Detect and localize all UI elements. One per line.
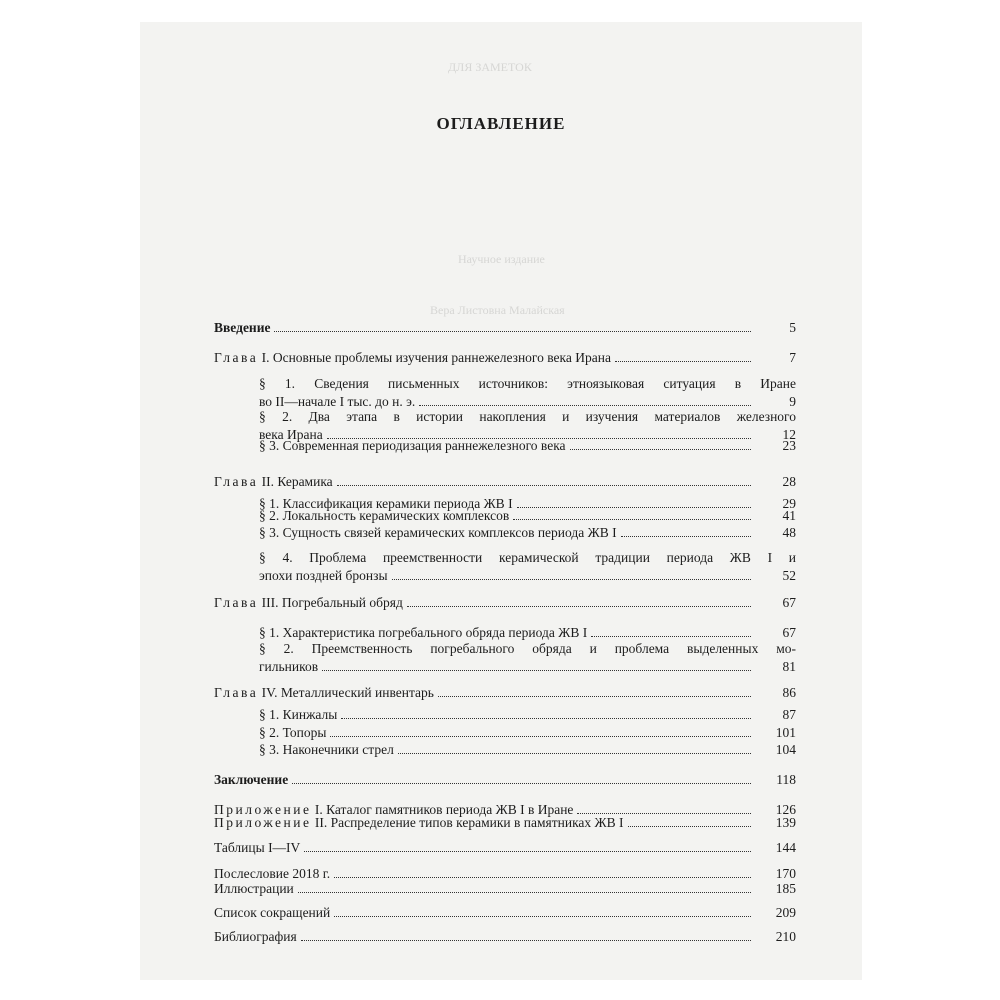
dot-leader <box>407 602 751 607</box>
page-number: 86 <box>782 685 796 700</box>
entry-label: Список сокращений <box>214 905 331 920</box>
toc-entry-chapter-4-section-3 <box>259 728 796 758</box>
dot-leader <box>292 779 751 784</box>
toc-entry-chapter-1 <box>214 336 796 366</box>
toc-entry-chapter-1-section-3 <box>259 424 796 454</box>
entry-label: Таблицы I—IV <box>214 840 301 855</box>
page-title: ОГЛАВЛЕНИЕ <box>436 114 566 133</box>
entry-prefix: Глава <box>214 474 259 489</box>
entry-label: § 3. Современная периодизация раннежелезного века <box>259 438 566 453</box>
entry-label-line-1: § 4. Проблема преемственности керамической традиции периода ЖВ I и <box>259 550 796 565</box>
dot-leader <box>615 357 751 362</box>
entry-label: § 2. Локальность керамических комплексов <box>259 508 510 523</box>
toc-entry-introduction <box>214 306 796 336</box>
entry-label: Послесловие 2018 г. <box>214 866 331 881</box>
dot-leader <box>570 445 751 450</box>
toc-entry-chapter-2-section-3 <box>259 511 796 541</box>
page-number: 5 <box>789 320 796 335</box>
dot-leader <box>392 575 751 580</box>
entry-label-line-2: во II—начале I тыс. до н. э. <box>259 394 416 409</box>
entry-label-line-1: § 2. Два этапа в истории накопления и изучения материалов железного <box>259 409 796 424</box>
entry-label: Заключение <box>214 772 289 787</box>
entry-label: III. Погребальный обряд <box>258 595 403 610</box>
bleed-through-text: ДЛЯ ЗАМЕТОК <box>448 60 532 74</box>
entry-label: I. Каталог памятников периода ЖВ I в Иране <box>311 802 574 817</box>
entry-label-line-1: § 2. Преемственность погребального обряда и проблема выделенных мо- <box>259 641 796 656</box>
page-number: 67 <box>782 625 796 640</box>
dot-leader <box>301 936 751 941</box>
entry-label: Библиография <box>214 929 297 944</box>
dot-leader <box>591 632 751 637</box>
page-number: 52 <box>782 568 796 583</box>
page-number: 28 <box>782 474 796 489</box>
entry-label-line-1: § 1. Сведения письменных источников: этноязыковая ситуация в Иране <box>259 376 796 391</box>
toc-entry-chapter-3 <box>214 581 796 611</box>
page-number: 67 <box>782 595 796 610</box>
page-number: 126 <box>775 802 796 817</box>
toc-entry-chapter-2-section-4 <box>259 550 796 584</box>
toc-entry-conclusion <box>214 758 796 788</box>
page-number: 144 <box>775 840 796 855</box>
entry-label: II. Распределение типов керамики в памятниках ЖВ I <box>311 815 624 830</box>
page-number: 170 <box>775 866 796 881</box>
page-number: 29 <box>782 496 796 511</box>
entry-prefix: Приложение <box>214 815 312 830</box>
toc-entry-bibliography <box>214 915 796 945</box>
entry-label: § 3. Сущность связей керамических комплексов периода ЖВ I <box>259 525 617 540</box>
bleed-through-text: Научное издание <box>458 252 545 266</box>
dot-leader <box>419 401 751 406</box>
page-number: 210 <box>775 929 796 944</box>
entry-label: IV. Металлический инвентарь <box>258 685 434 700</box>
entry-label-line-2: века Ирана <box>259 427 323 442</box>
entry-label-line-2: эпохи поздней бронзы <box>259 568 388 583</box>
page-number: 23 <box>782 438 796 453</box>
entry-label: § 1. Классификация керамики периода ЖВ I <box>259 496 513 511</box>
page-number: 41 <box>782 508 796 523</box>
entry-label: § 3. Наконечники стрел <box>259 742 394 757</box>
entry-label: I. Основные проблемы изучения раннежелезного века Ирана <box>258 350 611 365</box>
dot-leader <box>621 532 751 537</box>
page-number: 209 <box>775 905 796 920</box>
toc-entry-chapter-3-section-1 <box>259 611 796 641</box>
page-number: 81 <box>782 659 796 674</box>
page-number: 7 <box>789 350 796 365</box>
page-number: 87 <box>782 707 796 722</box>
page-number: 104 <box>775 742 796 757</box>
entry-prefix: Приложение <box>214 802 312 817</box>
entry-label: Введение <box>214 320 271 335</box>
page-number: 185 <box>775 881 796 896</box>
entry-prefix: Глава <box>214 595 259 610</box>
page-number: 9 <box>789 394 796 409</box>
entry-prefix: Глава <box>214 350 259 365</box>
entry-label: § 1. Кинжалы <box>259 707 338 722</box>
page-number: 12 <box>782 427 796 442</box>
dot-leader <box>274 327 751 332</box>
toc-entry-chapter-1-section-1 <box>259 376 796 410</box>
page-number: 101 <box>775 725 796 740</box>
bleed-through-text: Вера Листовна Малайская <box>430 303 565 317</box>
page-number: 118 <box>776 772 796 787</box>
book-page <box>140 22 862 980</box>
page-number: 48 <box>782 525 796 540</box>
entry-label: § 1. Характеристика погребального обряда периода ЖВ I <box>259 625 588 640</box>
entry-label-line-2: гильников <box>259 659 319 674</box>
page-number: 139 <box>775 815 796 830</box>
entry-prefix: Глава <box>214 685 259 700</box>
dot-leader <box>398 749 751 754</box>
entry-label: II. Керамика <box>258 474 333 489</box>
entry-label: § 2. Топоры <box>259 725 327 740</box>
entry-label: Иллюстрации <box>214 881 294 896</box>
